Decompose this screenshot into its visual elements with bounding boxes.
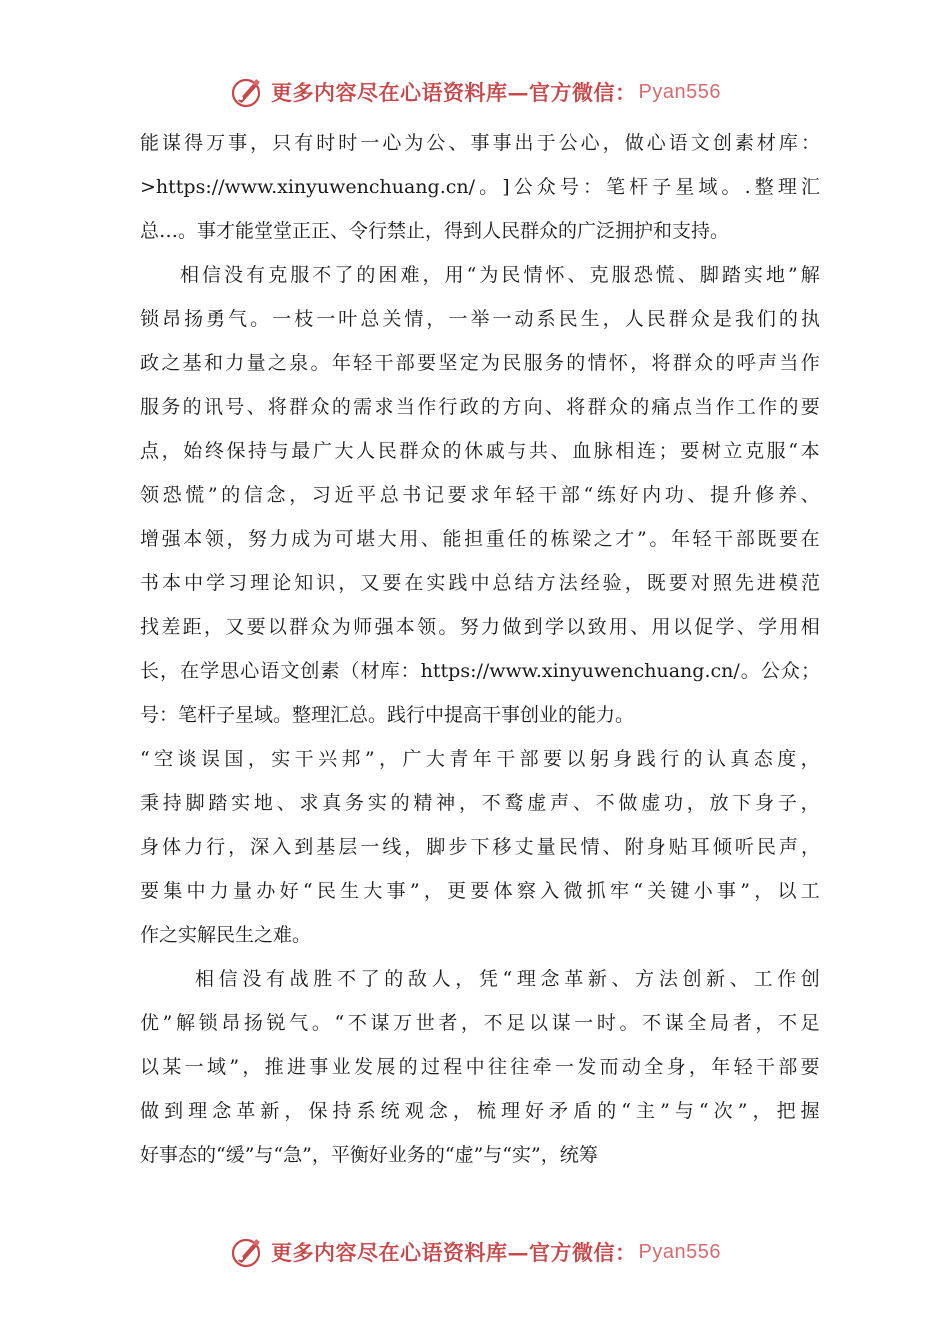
- text-line: 要 集 中 力 量 办 好 “ 民 生 大 事 ” ， 更 要 体 察 入 微 抓 牢 “ 关 键 小 事 ” ， 以 工: [140, 880, 820, 902]
- text-line: 以 某 一 域 ” ， 推 进 事 业 发 展 的 过 程 中 往 往 牵 一 发 而 动 全 身 ， 年 轻 干 部 要: [140, 1056, 820, 1078]
- text-line: 做 到 理 念 革 新 ， 保 持 系 统 观 念 ， 梳 理 好 矛 盾 的 “ 主 ” 与 “ 次 ” ， 把 握: [140, 1100, 820, 1122]
- text-line: 服 务 的 讯 号 、 将 群 众 的 需 求 当 作 行 政 的 方 向 、 将 群 众 的 痛 点 当 作 工 作 的 要: [140, 396, 820, 418]
- text-line: 领 恐 慌 ” 的 信 念 ， 习 近 平 总 书 记 要 求 年 轻 干 部 “ 练 好 内 功 、 提 升 修 养 、: [140, 484, 820, 506]
- text-line: 增 强 本 领 ， 努 力 成 为 可 堪 大 用 、 能 担 重 任 的 栋 梁 之 才 ” 。 年 轻 干 部 既 要 在: [140, 528, 820, 550]
- text-line: 能 谋 得 万 事 ， 只 有 时 时 一 心 为 公 、 事 事 出 于 公 心 ， 做 心 语 文 创 素 材 库 ：: [140, 132, 820, 154]
- text-line: 号：笔杆子星域。整理汇总。践行中提高干事创业的能力。: [140, 704, 635, 726]
- text-line: 好事态的“缓”与“急”，平衡好业务的“虚”与“实”，统筹: [140, 1144, 598, 1166]
- document-body: [140, 121, 820, 1177]
- header-banner: [0, 72, 950, 112]
- banner-wechat-id: Pyan556: [638, 1240, 721, 1263]
- text-line: “ 空 谈 误 国 ， 实 干 兴 邦 ” ， 广 大 青 年 干 部 要 以 躬 身 践 行 的 认 真 态 度 ，: [140, 748, 820, 770]
- text-line: 点 ， 始 终 保 持 与 最 广 大 人 民 群 众 的 休 戚 与 共 、 血 脉 相 连 ； 要 树 立 克 服 “ 本: [140, 440, 820, 462]
- text-line: 政 之 基 和 力 量 之 泉 。 年 轻 干 部 要 坚 定 为 民 服 务 的 情 怀 ， 将 群 众 的 呼 声 当 作: [140, 352, 820, 374]
- text-line: 身 体 力 行 ， 深 入 到 基 层 一 线 ， 脚 步 下 移 丈 量 民 情 、 附 身 贴 耳 倾 听 民 声 ，: [140, 836, 820, 858]
- pen-logo-icon: [229, 74, 265, 110]
- text-line: 找 差 距 ， 又 要 以 群 众 为 师 强 本 领 。 努 力 做 到 学 以 致 用 、 用 以 促 学 、 学 用 相: [140, 616, 820, 638]
- text-line: 秉 持 脚 踏 实 地 、 求 真 务 实 的 精 神 ， 不 鹜 虚 声 、 不 做 虚 功 ， 放 下 身 子 ，: [140, 792, 820, 814]
- pen-logo-icon: [229, 1234, 265, 1270]
- banner-wechat-id: Pyan556: [638, 80, 721, 103]
- text-line: 书 本 中 学 习 理 论 知 识 ， 又 要 在 实 践 中 总 结 方 法 经 验 ， 既 要 对 照 先 进 模 范: [140, 572, 820, 594]
- text-line: 长 ， 在 学 思 心 语 文 创 素 （ 材 库 ： https://www.xinyuwenchuang.cn/ 。 公 众 ；: [140, 660, 820, 682]
- banner-text: 更多内容尽在心语资料库—官方微信：: [271, 80, 637, 105]
- text-line: 相 信 没 有 克 服 不 了 的 困 难 ， 用 “ 为 民 情 怀 、 克 服 恐 慌 、 脚 踏 实 地 ” 解: [180, 264, 820, 286]
- text-line: 作之实解民生之难。: [140, 924, 312, 946]
- text-line: 总…。事才能堂堂正正、令行禁止，得到人民群众的广泛拥护和支持。: [140, 220, 730, 242]
- text-line: >https://www.xinyuwenchuang.cn/ 。 ] 公 众 号 ： 笔 杆 子 星 域 。 . 整 理 汇: [140, 176, 820, 198]
- footer-banner: [0, 1232, 950, 1272]
- text-line: 优 ” 解 锁 昂 扬 锐 气 。 “ 不 谋 万 世 者 ， 不 足 以 谋 一 时 。 不 谋 全 局 者 ， 不 足: [140, 1012, 820, 1034]
- text-line: 锁 昂 扬 勇 气 。 一 枝 一 叶 总 关 情 ， 一 举 一 动 系 民 生 ， 人 民 群 众 是 我 们 的 执: [140, 308, 820, 330]
- banner-text: 更多内容尽在心语资料库—官方微信：: [271, 1240, 637, 1265]
- text-line: 相 信 没 有 战 胜 不 了 的 敌 人 ， 凭 “ 理 念 革 新 、 方 法 创 新 、 工 作 创: [195, 968, 820, 990]
